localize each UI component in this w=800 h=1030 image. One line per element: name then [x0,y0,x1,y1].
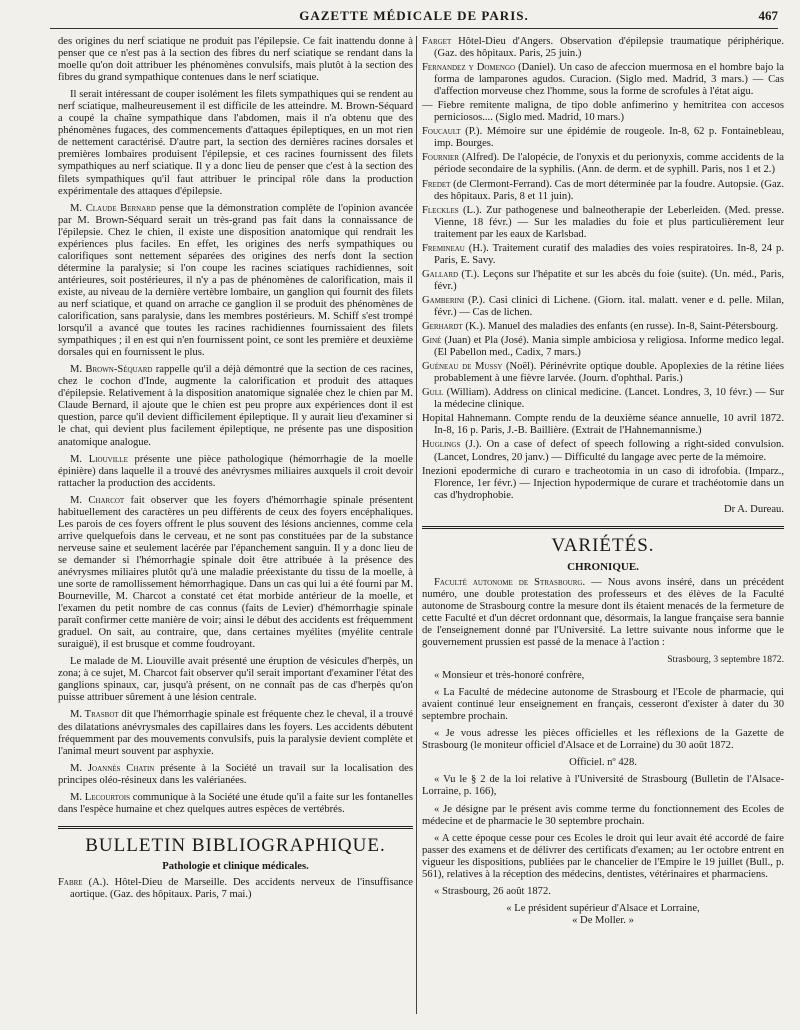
section-divider [422,526,784,529]
entry-text: (Daniel). Un caso de afeccion muermosa en el hombre bajo la forma de lamparones agudos. Curacion. (Siglo med. Madrid, 3 mars.) — Cas d'affection morveuse chez l'homme, sous la forme de scrofules à l'état aigu. [434,62,784,98]
letter-paragraph: « Je vous adresse les pièces officielles et les réflexions de la Gazette de Strasbourg (le moniteur officiel d'Alsace et de Lorraine) du 30 août 1872. [422,728,784,752]
entry-text: (Noël). Périnévrite optique double. Apoplexies de la rétine liées probablement à une fièvre larvée. (Journ. d'ophthal. Paris.) [434,361,784,385]
entry-text: Hopital Hahnemann. Compte rendu de la deuxième séance annuelle, 10 avril 1872. In-8, 16 p. Paris, J.-B. Baillière. (Extrait de l'Hahnemannisme.) [422,413,784,437]
chronique-intro-text: — Nous avons inséré, dans un précédent numéro, une double protestation des professeurs et des élèves de la Faculté autonome de Strasbourg contre la mesure dont ils étaient menacés de la fermeture de cette Faculté et d'un décret ordonnant que, désormais, la langue française sera bannie de l'enseignement donné par l'Université. La lettre suivante nous informe que le gouvernement prussien est passé de la menace à l'action : [422,576,784,649]
entry-text: Hôtel-Dieu d'Angers. Observation d'épilepsie traumatique périphérique. (Gaz. des hôpitaux. Paris, 25 juin.) [434,36,784,60]
bibliography-entry [422,439,784,463]
bibliography-list [422,36,784,502]
bibliography-entry [422,387,784,411]
bibliography-entry [422,36,784,60]
officiel-heading: Officiel. nº 428. [569,757,637,769]
speaker-text: présente une pièce pathologique (hémorrhagie de la moelle épinière) dans laquelle il a trouvé des anévrysmes miliaires auxquels il croit devoir rattacher la production des accidents. [58,453,414,489]
speaker-paragraph [58,454,413,490]
bulletin-subtitle: Pathologie et clinique médicales. [162,860,309,872]
bibliography-entry [422,126,784,150]
letter-paragraph: « La Faculté de médecine autonome de Strasbourg et l'Ecole de pharmacie, qui avaient continué leur enseignement en français, cesseront d'exister à dater du 30 septembre prochain. [422,687,784,723]
signature: Dr A. Dureau. [723,503,784,515]
left-column [58,36,413,903]
entry-text: — Fiebre remitente maligna, de tipo doble anfimerino y hemitritea con accesos perniciosos.... (Siglo med. Madrid, 10 mars.) [422,100,784,124]
entry-text: (H.). Traitement curatif des maladies des voies respiratoires. In-8, 24 p. Paris, E. Savy. [434,242,784,266]
bibliography-entry [422,243,784,267]
bulletin-title: BULLETIN BIBLIOGRAPHIQUE. [85,834,386,856]
speaker-paragraph [58,495,413,652]
paragraph: Le malade de M. Liouville avait présenté une éruption de vésicules d'herpès, un zona; à ce sujet, M. Charcot fait observer qu'il serait important d'examiner l'état des ganglions spinaux, car, jusqu'à présent, on ne connaît pas de cas d'herpès qu'on puisse attribuer sûrement à une lésion centrale. [58,656,413,704]
entry-author: Guéneau de Mussy [422,361,503,373]
entry-author: Farget [422,36,452,47]
entry-text: (de Clermont-Ferrand). Cas de mort déterminée par la foudre. Autopsie. (Gaz. des hôpitaux. Paris, 8 et 11 juin). [434,178,784,202]
speaker-name: M. Joannès Chatin [70,762,155,774]
entry-author: Fredet [422,178,451,190]
entry-author: Gamberini [422,294,465,306]
speaker-name: M. Charcot [70,494,125,506]
entry-text: Hôtel-Dieu de Marseille. Des accidents nerveux de l'insuffisance aortique. (Gaz. des hôpitaux. Paris, 7 mai.) [70,876,413,900]
speaker-text: pense que la démonstration complète de l'opinion avancée par M. Brown-Séquard serait un très-grand pas fait dans la connaissance de l'épilepsie. Chez le chien, il existe une disposition anatomique qui rendrait les expériences plus faciles. En effet, les origines des nerfs sympathiques ou calorifiques sont nettement séparées des origines des nerfs dont la section détermine la paralysie; si l'on coupe les racines sciatiques rachidiennes, soit antérieures, soit postérieures, il n'y a pas de phénomènes de calorification, mais il existe, au niveau de la dernière vertèbre lombaire, un ganglion qui fournit des filets au nerf sciatique, et quand on arrache ce ganglion il se produit des phénomènes de calorification, sans paralysie, dans les membres postérieurs. M. Schiff s'est trompé lorsqu'il a avancé que toutes les racines rachidiennes fournissaient des filets sympathiques ; il en est qui n'en fournissent point, ce sont les première et deuxième dorsales qui en fournissent le plus. [58,202,413,359]
entry-text: (L.). Zur pathogenese und balneotherapie der Leberleiden. (Med. presse. Vienne, 18 févr.) — Sur les maladies du foie et plus particulièrement leur traitement par les eaux de Karlsbad. [434,204,784,240]
speaker-text: dit que l'hémorrhagie spinale est fréquente chez le cheval, il a trouvé des dilatations anévrysmales des capillaires dans les foyers. Les accidents débutent fréquemment par des mouvements convulsifs, puis la paralysie devient complète et l'animal meurt souvent par asphyxie. [58,709,413,757]
entry-text: (P.). Mémoire sur une épidémie de rougeole. In-8, 62 p. Fontainebleau, imp. Bourges. [434,126,784,150]
page-number: 467 [758,8,778,23]
journal-title: GAZETTE MÉDICALE DE PARIS. [299,8,529,23]
entry-text: Inezioni epodermiche di curaro e tracheotomia in un caso di idrofobia. (Imparz., Florence, 1er févr.) — Injection hypodermique de curare et trachéotomie dans un cas d'hydrophobie. [422,465,784,501]
closing-line: « De Moller. » [572,914,634,926]
speaker-text: fait observer que les foyers d'hémorrhagie spinale présentent habituellement des caractères un peu différents de ceux des foyers encéphaliques. Les parois de ces foyers offrent le plus souvent des lésions anciennes, comme cela arrive quelquefois dans le cerveau, et ne sont pas constituées par de la substance nerveuse saine et seulement lacérée par l'épanchement sanguin. Il y a donc lieu de se demander si l'hémorrhagie spinale doit être attribuée à la présence des anévrysmes miliaires plutôt qu'à une maladie préexistante du tissu de la moelle, à une sorte de ramollissement hémorrhagique. Dans un cas qui lui a été fourni par M. Bourneville, M. Charcot a constaté cet état morbide antérieur de la moelle, et l'examen du petit nombre de cas connus (faits de Levier) d'hémorrhagie spinale paraît confirmer cette manière de voir; ainsi le début des accidents est fréquemment graduel. On sait, au contraire, que, dans certaines myélites (myélite centrale suraiguë), il est brusque et comme foudroyant. [58,494,414,651]
bibliography-entry [422,361,784,385]
entry-text: (William). Address on clinical medicine. (Lancet. Londres, 3, 10 févr.) — Sur la médecine clinique. [434,387,784,411]
entry-author: Fremineau [422,242,465,254]
bibliography-entry [422,269,784,293]
closing-line: « Le président supérieur d'Alsace et Lorraine, [506,902,700,914]
entry-author: Foucault [422,126,461,138]
entry-text: (J.). On a case of defect of speech following a right-sided convulsion. (Lancet, Londres, 20 janv.) — Difficulté du langage avec perte de la mémoire. [434,439,784,463]
entry-author: Fabre (A.). [58,876,109,888]
chronique-heading: Faculté autonome de Strasbourg. [434,576,586,588]
decree-paragraph: « Vu le § 2 de la loi relative à l'Université de Strasbourg (Bulletin de l'Alsace-Lorraine, p. 166), [422,774,784,798]
speaker-name: M. Claude Bernard [70,202,156,214]
speaker-name: M. Trasbot [70,709,119,721]
speaker-name: M. Brown-Séquard [70,364,153,376]
entry-author: Fernandez y Domengo [422,62,516,74]
entry-author: Huglings [422,439,461,451]
letter-dateline: Strasbourg, 3 septembre 1872. [667,654,784,666]
bibliography-entry [422,413,784,437]
entry-author: Fournier [422,152,460,164]
decree-paragraph: « A cette époque cesse pour ces Ecoles le droit qui leur avait été accordé de faire passer des examens et de délivrer des certificats d'examen; au 1er octobre entrent en vigueur les dispositions, publiées par le chancelier de l'Empire le 19 juillet (Bull., p. 561), relatives à la réception des médecins, dentistes, vétérinaires et pharmaciens. [422,832,784,880]
speaker-name: M. Liouville [70,453,128,465]
speaker-text: présente à la Société un travail sur la localisation des principes oléo-résineux dans les valérianées. [58,762,413,786]
speaker-paragraph [58,203,413,360]
bibliography-entry [422,179,784,203]
entry-text: (Juan) et Pla (José). Mania simple ambiciosa y religiosa. Informe medico legal. (El Pabellon med., Cadix, 7 mars.) [434,335,784,359]
bibliography-entry [422,321,784,333]
bibliography-entry [422,152,784,176]
entry-author: Fleckles [422,204,459,216]
speaker-name: M. Lecourtois [70,791,131,803]
bibliography-entry [422,62,784,98]
speaker-paragraph [58,364,413,448]
entry-text: (Alfred). De l'alopécie, de l'onyxis et du perionyxis, comme accidents de la période secondaire de la syphilis. (Ann. de derm. et de syphill. Paris, nos 1 et 2.) [434,152,784,176]
speaker-paragraph [58,792,413,816]
entry-text: (K.). Manuel des maladies des enfants (en russe). In-8, Saint-Pétersbourg. [462,321,779,333]
letter-paragraph: « Monsieur et très-honoré confrère, [434,670,585,682]
speaker-text: rappelle qu'il a déjà démontré que la section de ces racines, chez le cochon d'Inde, augmente la calorification et produit des attaques d'épilepsie. Relativement à la disposition anatomique signalée chez le chien par M. Claude Bernard, il ajoute que le chien est peu propre aux expériences dont il est question, parce qu'il devient difficilement épileptique. Il y aurait lieu d'examiner si le chat, qui devient plus facilement épileptique, ne présente pas une disposition anatomique analogue. [58,364,413,448]
column-divider [416,36,417,1014]
speaker-paragraph [58,763,413,787]
varietes-title: VARIÉTÉS. [551,534,655,556]
entry-author: Gerhardt [422,321,463,333]
speaker-paragraph [58,709,413,757]
entry-text: (P.). Casi clinici di Lichene. (Giorn. ital. malatt. vener e d. pelle. Milan, févr.) — Cas de lichen. [434,294,784,318]
speaker-text: communique à la Société une étude qu'il a faite sur les fontanelles dans l'espèce humaine et chez quelques autres espèces de vertébrés. [58,791,413,815]
page-header [50,6,778,29]
decree-paragraph: « Strasbourg, 26 août 1872. [434,885,551,897]
entry-author: Gull [422,387,444,399]
bibliography-entry [422,100,784,124]
bibliography-entry [58,877,413,901]
chronique-title: CHRONIQUE. [567,560,639,573]
entry-author: Giné [422,335,442,347]
chronique-intro [422,577,784,649]
bibliography-entry [422,466,784,502]
bibliography-entry [422,335,784,359]
entry-text: (T.). Leçons sur l'hépatite et sur les abcès du foie (suite). (Un. méd., Paris, févr.) [434,268,784,292]
decree-paragraph: « Je désigne par le présent avis comme terme du fonctionnement des Ecoles de médecine et de pharmacie le 30 septembre prochain. [422,803,784,827]
entry-author: Gallard [422,268,459,280]
bibliography-entry [422,205,784,241]
bibliography-entry [422,295,784,319]
section-divider [58,826,413,829]
paragraph: Il serait intéressant de couper isolément les filets sympathiques qui se rendent au nerf sciatique, malheureusement il est difficile de les atteindre. M. Brown-Séquard a coupé la chaîne sympathique dans l'abdomen, mais il n'a obtenu que des phénomènes fugaces, des commencements d'attaques épileptiques, en un mot rien de nettement caractérisé. D'autre part, la section des dernières racines dorsales et premières lombaires produisent l'épilepsie, et ces racines fournissent des filets sympathiques au nerf sciatique. Il y a donc lieu de penser que c'est à la section des filets sympathiques qu'il faut attribuer le principal rôle dans la production expérimentale des attaques d'épilepsie. [58,89,413,197]
paragraph: des origines du nerf sciatique ne produit pas l'épilepsie. Ce fait inattendu donne à penser que ce n'est pas à la section des fibres du nerf sciatique se rendant dans la moelle qu'on doit attribuer les phénomènes convulsifs, mais plutôt à la section des fibres du grand sympathique contenues dans le nerf sciatique. [58,36,413,84]
right-column [422,36,784,932]
